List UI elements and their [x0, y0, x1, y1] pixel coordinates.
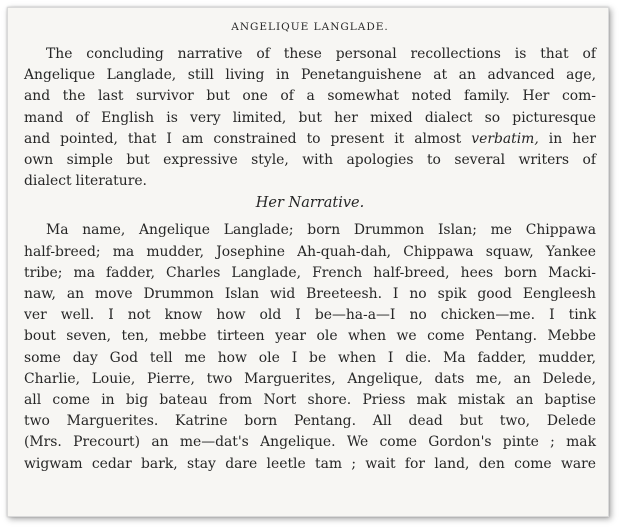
intro-line: and the last survivor but one of a somewhat noted family. Her com-: [24, 88, 596, 105]
document-frame: [7, 7, 609, 517]
section-subheading: Her Narrative.: [255, 195, 365, 212]
narrative-line: ver well. I not know how old I be—ha-a—I no chicken—me. I tink: [24, 307, 596, 324]
intro-paragraph: [24, 44, 596, 192]
narrative-line: Charlie, Louie, Pierre, two Marguerites, Angelique, dats me, an Delede,: [24, 370, 596, 387]
narrative-line: two Marguerites. Katrine born Pentang. All dead but two, Delede: [24, 413, 596, 430]
narrative-line: (Mrs. Precourt) an me—dat's Angelique. We come Gordon's pinte ; mak: [24, 434, 596, 451]
intro-line: own simple but expressive style, with apologies to several writers of: [24, 152, 596, 169]
narrative-line: naw, an move Drummon Islan wid Breeteesh. I no spik good Eengleesh: [24, 286, 596, 303]
book-page: [24, 8, 596, 475]
narrative-line: tribe; ma fadder, Charles Langlade, French half-breed, hees born Macki-: [24, 264, 596, 281]
running-head: ANGELIQUE LANGLADE.: [231, 21, 389, 33]
intro-line-head: and pointed, that I am constrained to present it almost: [24, 130, 472, 147]
narrative-paragraph: [24, 220, 596, 474]
italic-word-verbatim: verbatim,: [471, 130, 539, 147]
intro-line: Angelique Langlade, still living in Penetanguishene at an advanced age,: [24, 67, 596, 84]
narrative-line: bout seven, ten, mebbe tirteen year ole when we come Pentang. Mebbe: [24, 328, 596, 345]
intro-line: mand of English is very limited, but her mixed dialect so picturesque: [24, 109, 596, 126]
intro-line-with-italic: [24, 129, 596, 150]
intro-line-tail: in her: [538, 130, 596, 147]
narrative-line: Ma name, Angelique Langlade; born Drummon Islan; me Chippawa: [46, 222, 596, 239]
narrative-line: some day God tell me how ole I be when I die. Ma fadder, mudder,: [24, 349, 596, 366]
intro-line: dialect literature.: [24, 173, 147, 190]
narrative-line: half-breed; ma mudder, Josephine Ah-quah-dah, Chippawa squaw, Yankee: [24, 243, 596, 260]
narrative-line: wigwam cedar bark, stay dare leetle tam ; wait for land, den come ware: [24, 455, 596, 472]
narrative-line: all come in big bateau from Nort shore. Priess mak mistak an baptise: [24, 392, 596, 409]
intro-line: The concluding narrative of these personal recollections is that of: [46, 46, 596, 62]
